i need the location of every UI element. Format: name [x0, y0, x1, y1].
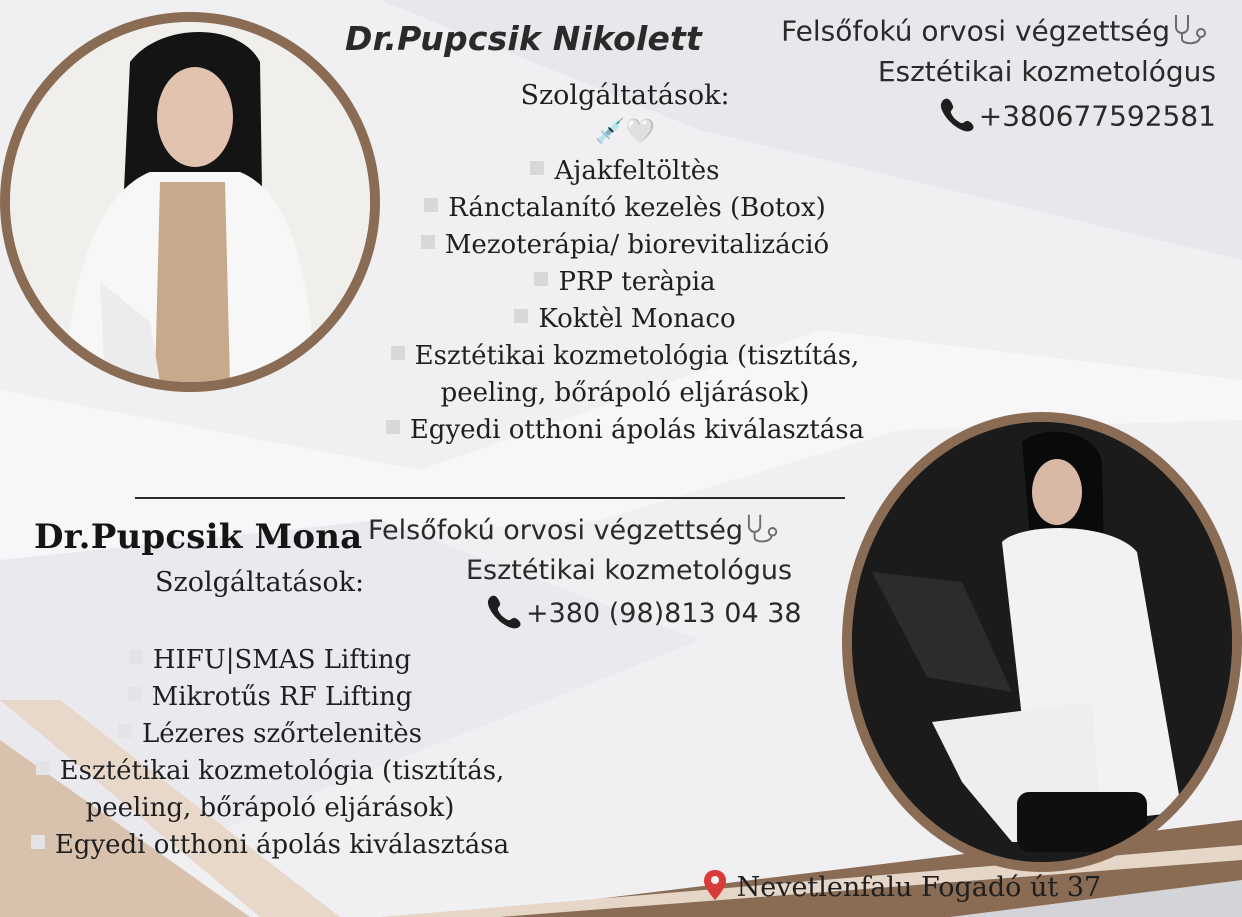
list-item: Egyedi otthoni ápolás kiválasztása: [0, 827, 540, 864]
doctor2-phone-row[interactable]: [484, 592, 802, 637]
list-item: Egyedi otthoni ápolás kiválasztása: [350, 412, 900, 449]
doctor2-specialty: Esztétikai kozmetológus: [466, 555, 793, 586]
doctor1-phone-row[interactable]: [937, 95, 1216, 140]
doctor2-phone: +380 (98)813 04 38: [526, 598, 802, 629]
doctor1-phone: +380677592581: [978, 99, 1216, 133]
list-item: PRP teràpia: [350, 264, 900, 301]
doctor1-education: [781, 11, 1214, 54]
list-item-continuation: peeling, bőrápoló eljárások): [440, 378, 810, 408]
doctor1-portrait: [10, 22, 370, 382]
doctor1-services-title: Szolgáltatások:: [520, 80, 730, 111]
list-item-continuation: peeling, bőrápoló eljárások): [85, 793, 455, 823]
list-item: Koktèl Monaco: [350, 301, 900, 338]
phone-icon: [484, 592, 526, 637]
stethoscope-icon: [1170, 11, 1214, 54]
section-divider: [135, 497, 845, 499]
list-item: Mikrotűs RF Lifting: [0, 679, 540, 716]
doctor2-education-text: Felsőfokú orvosi végzettség: [368, 515, 744, 546]
doctor2-services-title: Szolgáltatások:: [155, 567, 365, 598]
doctor1-education-text: Felsőfokú orvosi végzettség: [781, 14, 1170, 48]
doctor2-photo: [842, 412, 1242, 872]
phone-icon: [937, 95, 979, 140]
list-item: Esztétikai kozmetológia (tisztítás,: [350, 338, 900, 375]
doctor2-name: Dr.Pupcsik Mona: [34, 517, 363, 557]
doctor1-specialty: Esztétikai kozmetológus: [877, 55, 1216, 88]
doctor1-services-list: [350, 153, 900, 449]
doctor1-name: Dr.Pupcsik Nikolett: [345, 19, 702, 58]
doctor1-services-block: [350, 80, 900, 449]
list-item: Ránctalanító kezelès (Botox): [350, 190, 900, 227]
doctor2-education: [368, 511, 785, 552]
list-item: HIFU|SMAS Lifting: [0, 642, 540, 679]
stethoscope-icon: [743, 511, 785, 552]
map-pin-icon: [702, 868, 728, 909]
doctor2-services-list: [0, 642, 540, 864]
list-item: Mezoterápia/ biorevitalizáció: [350, 227, 900, 264]
syringe-heart-icon: 💉🤍: [595, 117, 655, 145]
doctor2-portrait: [852, 422, 1232, 862]
address-row[interactable]: [702, 868, 1101, 909]
list-item: Ajakfeltöltès: [350, 153, 900, 190]
address-text: Nevetlenfalu Fogadó út 37: [736, 872, 1102, 903]
list-item: Lézeres szőrtelenitès: [0, 716, 540, 753]
list-item: Esztétikai kozmetológia (tisztítás,: [0, 753, 540, 790]
doctor1-photo: [0, 12, 380, 392]
